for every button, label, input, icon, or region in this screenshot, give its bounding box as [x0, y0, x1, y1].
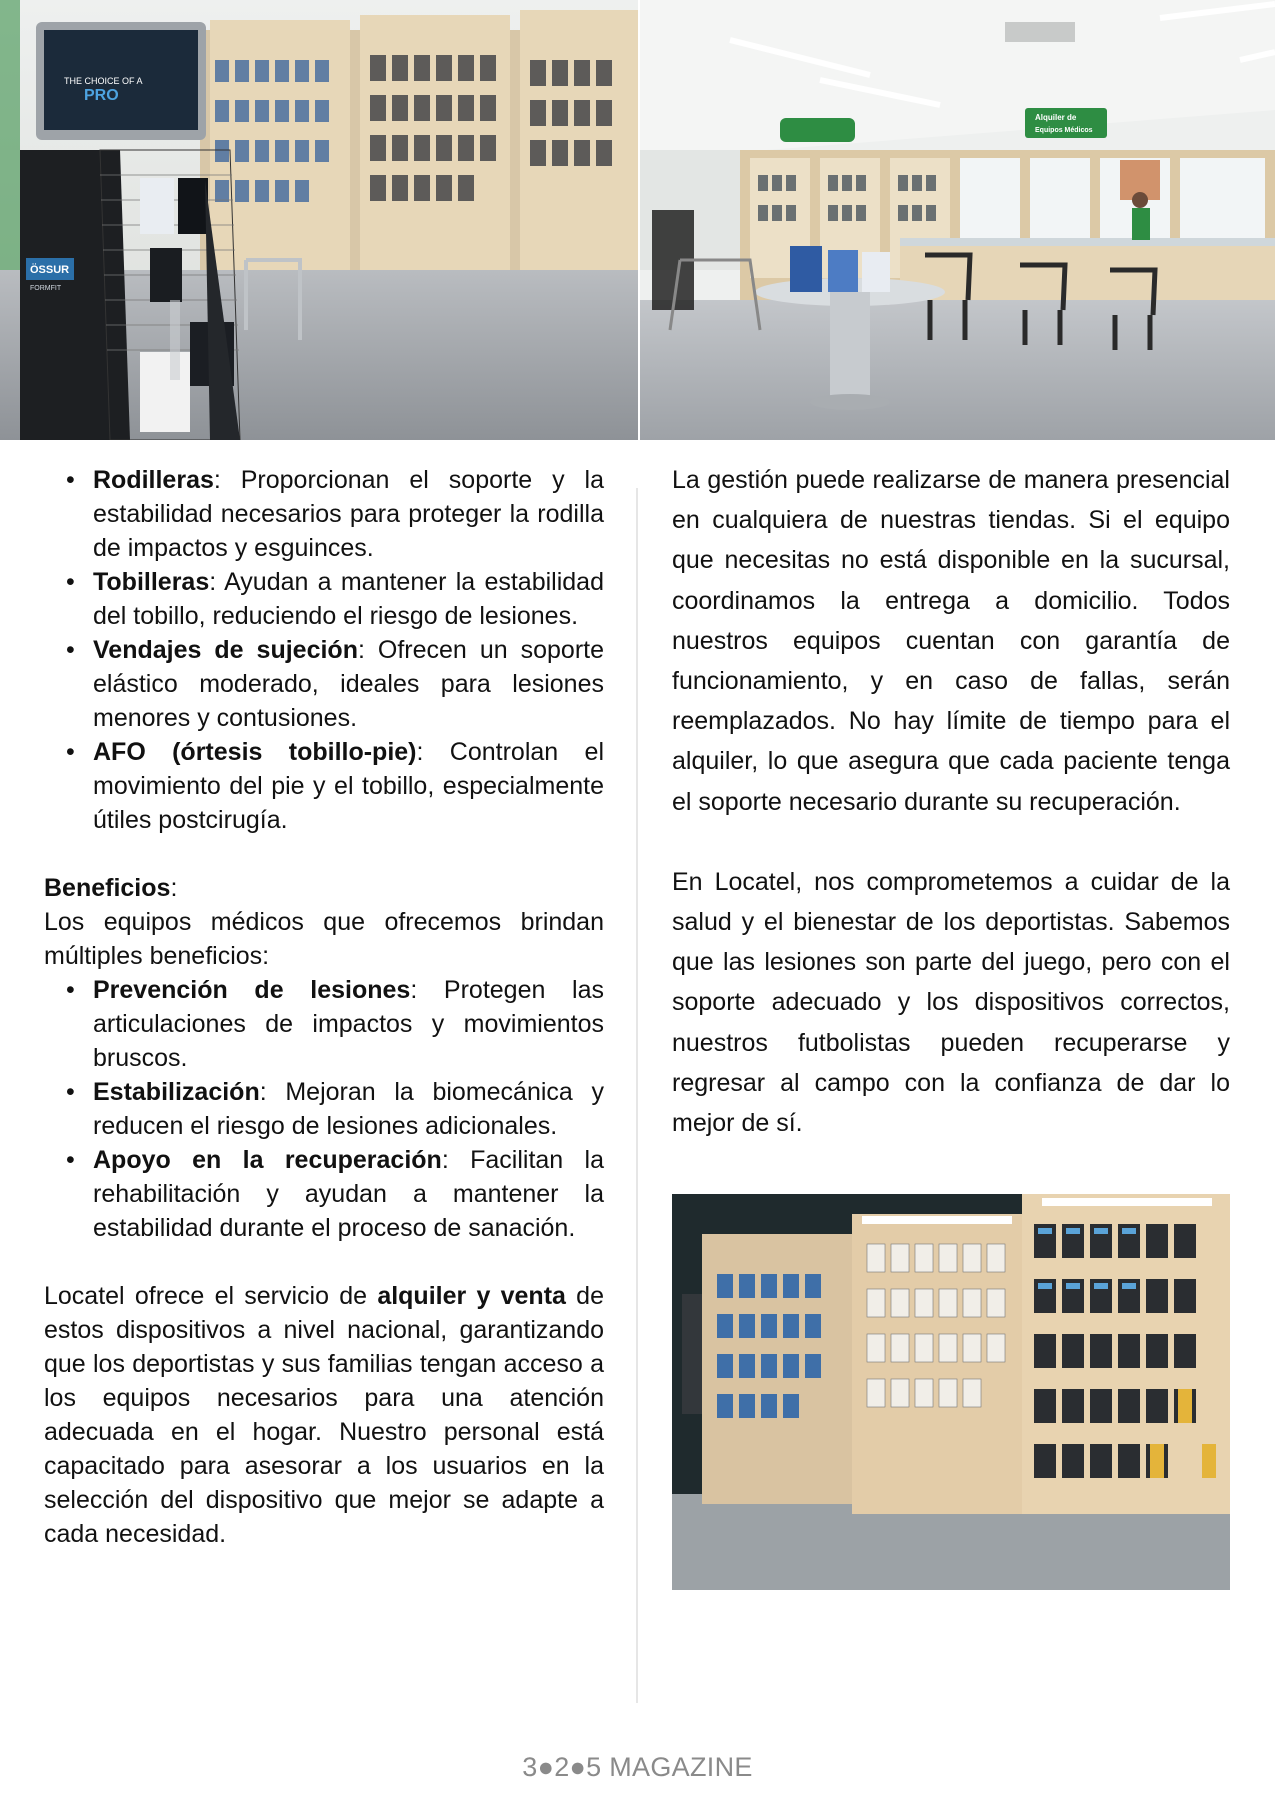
list-item: [93, 565, 604, 633]
photo-store-shelves: [0, 0, 638, 440]
item-text: : Controlan el movimiento del pie y el tobillo, especialmente útiles postcirugía.: [93, 738, 604, 834]
magazine-footer: 3●2●5 MAGAZINE: [522, 1752, 753, 1782]
rental-paragraph: La gestión puede realizarse de manera presencial en cualquiera de nuestras tiendas. Si el equipo que necesitas no está disponible en la sucursal, coordinamos la entrega a domicilio. Todos nuestros equipos cuentan con garantía de funcionamiento, y en caso de fallas, serán reemplazados. No hay límite de tiempo para el alquiler, lo que asegura que cada paciente tenga el soporte necesario durante su recuperación.: [672, 466, 1230, 816]
right-column: [672, 460, 1230, 1143]
stand-brand: ÖSSUR: [30, 264, 70, 276]
item-term: Tobilleras: [93, 568, 210, 596]
item-term: Estabilización: [93, 1078, 260, 1106]
closing-pre: Locatel ofrece el servicio de: [44, 1282, 378, 1310]
benefits-heading-label: Beneficios: [44, 874, 171, 902]
item-text: : Mejoran la biomecánica y reducen el riesgo de lesiones adicionales.: [93, 1078, 604, 1140]
item-term: Rodilleras: [93, 466, 214, 494]
commitment-paragraph: En Locatel, nos comprometemos a cuidar de la salud y el bienestar de los deportistas. Sabemos que las lesiones son parte del juego, pero con el soporte adecuado y los dispositivos correctos, nuestros futbolistas pueden recuperarse y regresar al campo con la confianza de dar lo mejor de sí.: [672, 867, 1230, 1138]
list-item: [93, 633, 604, 735]
left-column: [44, 463, 604, 1551]
list-item: [93, 1075, 604, 1143]
benefits-intro: Los equipos médicos que ofrecemos brindan múltiples beneficios:: [44, 908, 604, 970]
photo-brace-wall: [672, 1194, 1230, 1590]
display-line2: PRO: [84, 87, 119, 104]
display-line1: THE CHOICE OF A: [64, 76, 143, 86]
closing-paragraph: [44, 1279, 604, 1551]
list-item: [93, 735, 604, 837]
sign-line2: Equipos Médicos: [1035, 127, 1093, 134]
product-list: [44, 463, 604, 837]
benefits-heading: [44, 871, 604, 905]
item-term: Apoyo en la recuperación: [93, 1146, 442, 1174]
item-term: Prevención de lesiones: [93, 976, 411, 1004]
list-item: [93, 1143, 604, 1245]
photo-store-counter: [640, 0, 1275, 440]
closing-post: de estos dispositivos a nivel nacional, garantizando que los deportistas y sus familias tengan acceso a los equipos necesarios para una atención adecuada en el hogar. Nuestro personal está capacitado para asesorar a los usuarios en la selección del dispositivo que mejor se adapte a cada necesidad.: [44, 1282, 604, 1548]
item-text: : Ofrecen un soporte elástico moderado, ideales para lesiones menores y contusiones.: [93, 636, 604, 732]
item-text: : Facilitan la rehabilitación y ayudan a mantener la estabilidad durante el proceso de sanación.: [93, 1146, 605, 1242]
item-text: : Ayudan a mantener la estabilidad del tobillo, reduciendo el riesgo de lesiones.: [93, 568, 604, 630]
column-divider: [636, 488, 638, 1703]
list-item: [93, 463, 604, 565]
list-item: [93, 973, 604, 1075]
benefits-list: [44, 973, 604, 1245]
closing-bold: alquiler y venta: [377, 1282, 566, 1310]
sign-line1: Alquiler de: [1035, 113, 1077, 122]
stand-sub: FORMFIT: [30, 285, 62, 292]
item-term: AFO (órtesis tobillo-pie): [93, 738, 417, 766]
item-text: : Proporcionan el soporte y la estabilidad necesarios para proteger la rodilla de impactos y esguinces.: [93, 466, 604, 562]
item-term: Vendajes de sujeción: [93, 636, 358, 664]
item-text: : Protegen las articulaciones de impactos y movimientos bruscos.: [93, 976, 604, 1072]
benefits-heading-colon: :: [170, 874, 178, 902]
